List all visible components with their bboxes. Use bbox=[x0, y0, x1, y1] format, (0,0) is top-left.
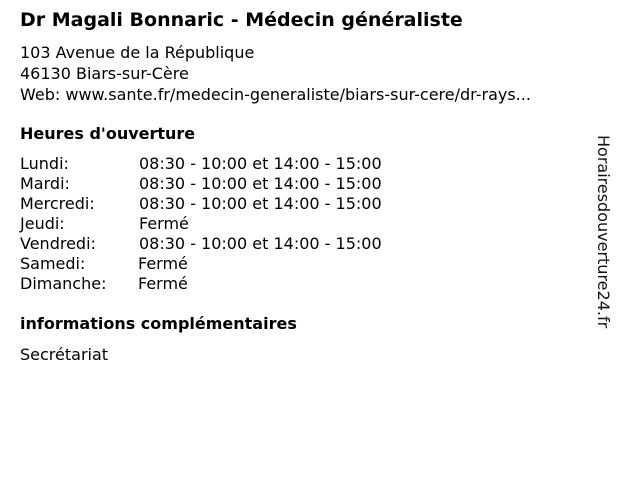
day-hours: 08:30 - 10:00 et 14:00 - 15:00 bbox=[139, 194, 382, 213]
day-hours: 08:30 - 10:00 et 14:00 - 15:00 bbox=[139, 174, 382, 193]
day-hours: Fermé bbox=[139, 214, 189, 233]
day-hours: 08:30 - 10:00 et 14:00 - 15:00 bbox=[139, 154, 382, 173]
day-hours: 08:30 - 10:00 et 14:00 - 15:00 bbox=[139, 234, 382, 253]
day-label: Vendredi: bbox=[20, 234, 96, 253]
address-line-city: 46130 Biars-sur-Cère bbox=[20, 64, 189, 83]
day-hours: Fermé bbox=[138, 274, 188, 293]
day-label: Dimanche: bbox=[20, 274, 107, 293]
address-line-street: 103 Avenue de la République bbox=[20, 43, 255, 62]
additional-info-text: Secrétariat bbox=[20, 345, 109, 364]
day-label: Mercredi: bbox=[20, 194, 95, 213]
opening-hours-heading: Heures d'ouverture bbox=[20, 124, 196, 143]
day-label: Samedi: bbox=[20, 254, 86, 273]
day-hours: Fermé bbox=[138, 254, 188, 273]
additional-info-heading: informations complémentaires bbox=[20, 314, 297, 333]
day-label: Jeudi: bbox=[20, 214, 65, 233]
site-watermark: Horairesdouverture24.fr bbox=[594, 135, 613, 329]
website-link[interactable]: Web: www.sante.fr/medecin-generaliste/biars-sur-cere/dr-rays... bbox=[20, 85, 531, 104]
day-label: Lundi: bbox=[20, 154, 69, 173]
day-label: Mardi: bbox=[20, 174, 70, 193]
page-title: Dr Magali Bonnaric - Médecin généraliste bbox=[20, 9, 463, 31]
